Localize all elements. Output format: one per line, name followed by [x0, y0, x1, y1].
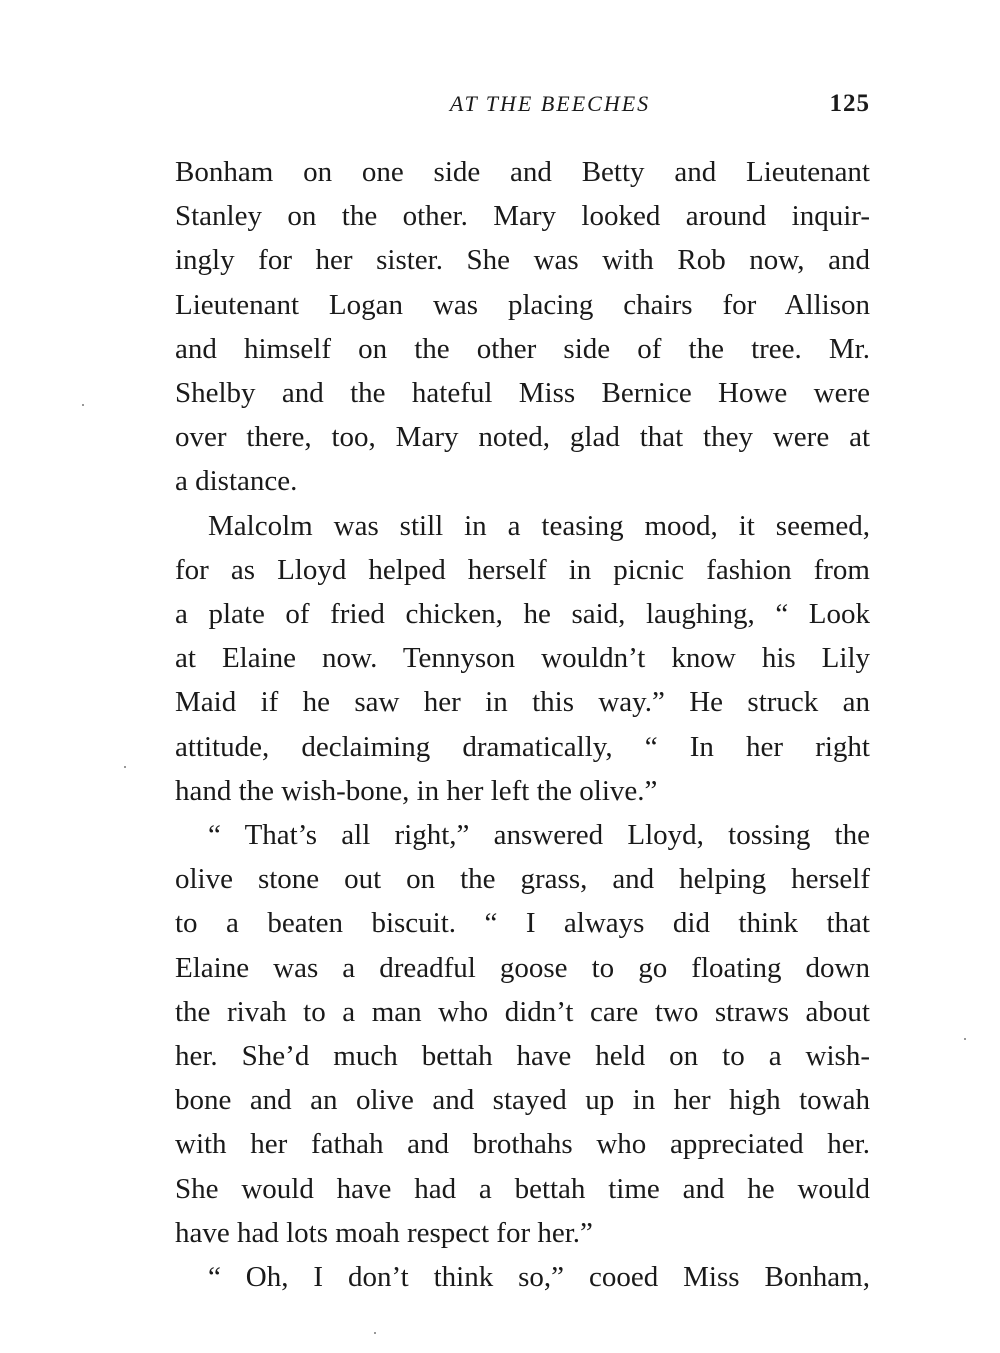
- paragraph-line: Malcolm was still in a teasing mood, it seemed,: [208, 509, 870, 542]
- paragraph-line: at Elaine now. Tennyson wouldn’t know his Lily: [175, 642, 870, 675]
- paragraph-line: “ Oh, I don’t think so,” cooed Miss Bonham,: [208, 1261, 870, 1294]
- paragraph-line: and himself on the other side of the tree. Mr.: [175, 332, 870, 365]
- paragraph-line: Elaine was a dreadful goose to go floating down: [175, 951, 870, 984]
- paragraph-line: ingly for her sister. She was with Rob now, and: [175, 244, 870, 277]
- running-head: [175, 86, 870, 122]
- scan-speck: [374, 1332, 376, 1334]
- paragraph-line: for as Lloyd helped herself in picnic fashion from: [175, 553, 870, 586]
- scan-speck: [124, 766, 126, 768]
- paragraph-line: have had lots moah respect for her.”: [175, 1216, 593, 1249]
- paragraph-line: Shelby and the hateful Miss Bernice Howe were: [175, 377, 870, 410]
- paragraph-line: with her fathah and brothahs who appreciated her.: [175, 1128, 870, 1161]
- paragraph-line: Stanley on the other. Mary looked around inquir-: [175, 200, 870, 233]
- paragraph-line: the rivah to a man who didn’t care two straws about: [175, 995, 870, 1028]
- paragraph-line: bone and an olive and stayed up in her high towah: [175, 1084, 870, 1117]
- paragraph-line: Maid if he saw her in this way.” He struck an: [175, 686, 870, 719]
- paragraph-line: her. She’d much bettah have held on to a wish-: [175, 1040, 870, 1073]
- paragraph-line: a plate of fried chicken, he said, laughing, “ Look: [175, 598, 870, 631]
- paragraph-line: a distance.: [175, 465, 298, 498]
- paragraph-line: attitude, declaiming dramatically, “ In her right: [175, 730, 870, 763]
- body-text: [175, 150, 870, 1299]
- paragraph-line: to a beaten biscuit. “ I always did think that: [175, 907, 870, 940]
- paragraph-line: “ That’s all right,” answered Lloyd, tossing the: [208, 819, 870, 852]
- scan-speck: [82, 404, 84, 406]
- paragraph-line: hand the wish-bone, in her left the olive.”: [175, 774, 658, 807]
- paragraph-line: over there, too, Mary noted, glad that they were at: [175, 421, 870, 454]
- paragraph-line: She would have had a bettah time and he would: [175, 1172, 870, 1205]
- paragraph-line: Bonham on one side and Betty and Lieutenant: [175, 156, 870, 188]
- page-number: 125: [829, 90, 870, 117]
- running-title: AT THE BEECHES: [449, 91, 651, 116]
- paragraph-line: Lieutenant Logan was placing chairs for Allison: [175, 288, 870, 321]
- paragraph-line: olive stone out on the grass, and helping herself: [175, 863, 870, 896]
- scan-speck: [964, 1038, 966, 1040]
